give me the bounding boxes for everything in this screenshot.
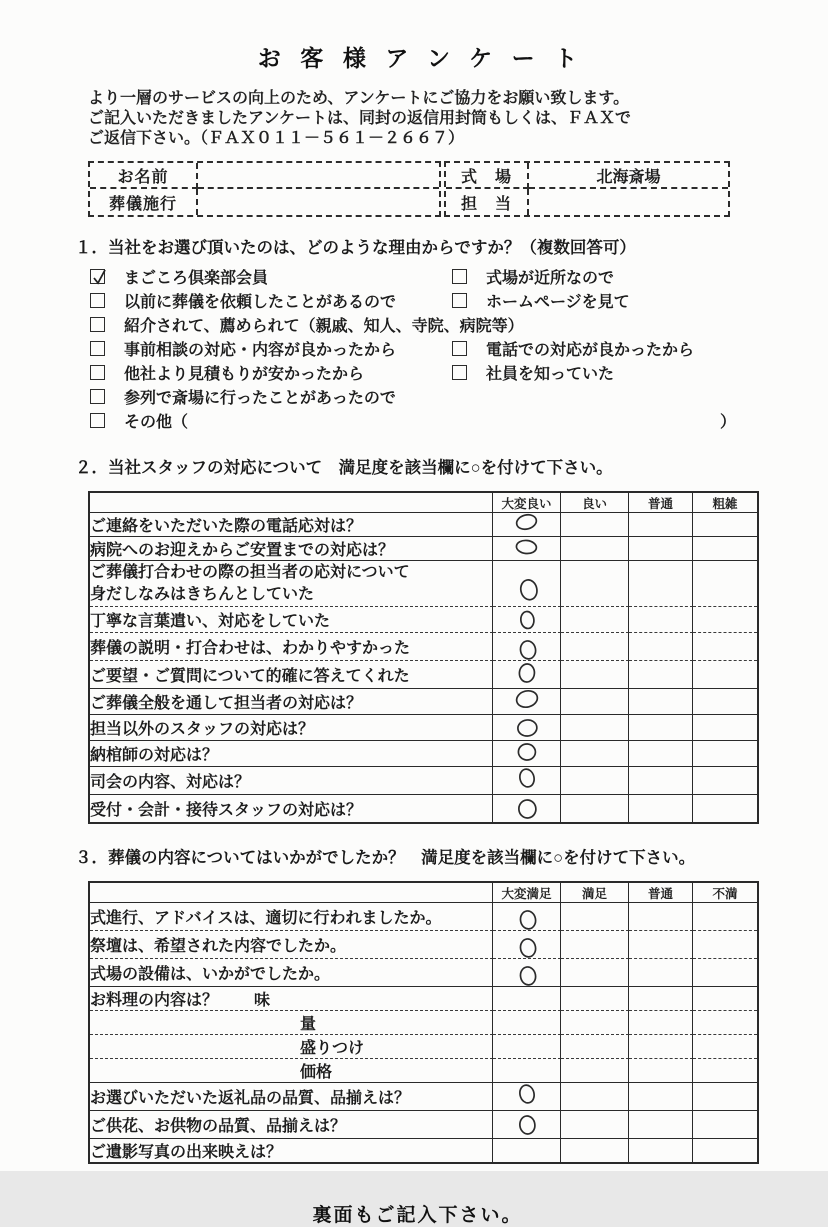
table-row bbox=[90, 741, 757, 767]
question-label: 式場の設備は、いかがでしたか。 bbox=[90, 959, 493, 987]
rating-cell[interactable] bbox=[493, 987, 561, 1011]
rating-cell[interactable] bbox=[693, 1083, 757, 1111]
checkbox-icon[interactable] bbox=[90, 341, 105, 356]
footer-note: 裏面もご記入下さい。 bbox=[312, 1205, 523, 1226]
rating-cell[interactable] bbox=[493, 513, 561, 537]
column-header: 良い bbox=[561, 493, 629, 513]
rating-cell[interactable] bbox=[561, 607, 629, 633]
rating-cell[interactable] bbox=[629, 1111, 693, 1139]
name-label: お名前 bbox=[90, 163, 198, 189]
table-header-row bbox=[90, 883, 757, 903]
option-saw-homepage[interactable]: ホームページを見て bbox=[452, 289, 630, 312]
option-magokoro-member[interactable]: まごころ倶楽部会員 bbox=[90, 265, 452, 288]
rating-circle-icon bbox=[517, 609, 537, 631]
food-question-label: お料理の内容は？ bbox=[90, 992, 219, 1009]
rating-circle-icon bbox=[515, 741, 539, 763]
option-row bbox=[90, 360, 760, 384]
rating-cell[interactable] bbox=[693, 1011, 757, 1035]
rating-cell[interactable] bbox=[561, 903, 629, 931]
venue-field: 北海斎場 bbox=[529, 163, 728, 189]
checkbox-icon[interactable] bbox=[90, 317, 105, 332]
rating-cell[interactable] bbox=[693, 633, 757, 661]
table-row bbox=[90, 607, 757, 633]
table-row bbox=[90, 795, 757, 822]
rating-circle-icon bbox=[511, 686, 541, 712]
rating-cell[interactable] bbox=[561, 1083, 629, 1111]
rating-cell[interactable] bbox=[629, 661, 693, 689]
name-field[interactable] bbox=[198, 163, 439, 189]
food-item-price: 価格 bbox=[300, 1064, 333, 1081]
rating-cell[interactable] bbox=[561, 513, 629, 537]
question1-options bbox=[90, 264, 760, 432]
column-header: 粗雑 bbox=[693, 493, 757, 513]
rating-cell[interactable] bbox=[493, 633, 561, 661]
empty-header-cell bbox=[90, 493, 493, 513]
question-label: 納棺師の対応は？ bbox=[90, 741, 493, 767]
rating-cell[interactable] bbox=[629, 795, 693, 822]
column-header: 大変良い bbox=[493, 493, 561, 513]
question-label: ご遺影写真の出来映えは？ bbox=[90, 1139, 493, 1162]
rating-cell[interactable] bbox=[693, 513, 757, 537]
respondent-info-box bbox=[88, 161, 760, 217]
rating-cell[interactable] bbox=[693, 715, 757, 741]
rating-cell[interactable] bbox=[561, 1035, 629, 1059]
column-header: 不満 bbox=[693, 883, 757, 903]
intro-line: ご返信下さい。（ＦＡＸ０１１－５６１－２６６７） bbox=[88, 130, 465, 147]
rating-cell[interactable] bbox=[561, 561, 629, 607]
rating-cell[interactable] bbox=[493, 661, 561, 689]
rating-cell[interactable] bbox=[561, 931, 629, 959]
table-row bbox=[90, 715, 757, 741]
rating-cell[interactable] bbox=[561, 795, 629, 822]
rating-cell[interactable] bbox=[561, 715, 629, 741]
option-attended-before[interactable]: 参列で斎場に行ったことがあったので bbox=[90, 385, 396, 408]
rating-cell[interactable] bbox=[693, 767, 757, 795]
table-row bbox=[90, 689, 757, 715]
table-header-row bbox=[90, 493, 757, 513]
staff-rating-table bbox=[88, 491, 759, 824]
question-label-line1: ご葬儀打合わせの際の担当者の応対について bbox=[90, 563, 410, 581]
rating-cell[interactable] bbox=[693, 741, 757, 767]
rating-cell[interactable] bbox=[493, 1139, 561, 1162]
table-row bbox=[90, 987, 757, 1011]
rating-cell[interactable] bbox=[561, 689, 629, 715]
rating-cell[interactable] bbox=[493, 903, 561, 931]
rating-cell[interactable] bbox=[493, 1111, 561, 1139]
option-prior-consultation[interactable]: 事前相談の対応・内容が良かったから bbox=[90, 337, 452, 360]
rating-cell[interactable] bbox=[693, 561, 757, 607]
question-label: ご葬儀全般を通して担当者の対応は？ bbox=[90, 689, 493, 715]
question-label: 担当以外のスタッフの対応は？ bbox=[90, 715, 493, 741]
checkbox-icon[interactable] bbox=[452, 365, 467, 380]
rating-circle-icon bbox=[515, 797, 540, 822]
column-header: 満足 bbox=[561, 883, 629, 903]
table-row bbox=[90, 1083, 757, 1111]
checkbox-icon[interactable] bbox=[90, 365, 105, 380]
rating-circle-icon bbox=[513, 537, 539, 557]
table-row bbox=[90, 1059, 757, 1083]
rating-cell[interactable] bbox=[561, 959, 629, 987]
question-label-line2: 身だしなみはきちんとしていた bbox=[90, 585, 315, 603]
table-row bbox=[90, 661, 757, 689]
question-label: 司会の内容、対応は？ bbox=[90, 767, 493, 795]
rating-cell[interactable] bbox=[561, 537, 629, 561]
page-title: お客様アンケート bbox=[257, 45, 597, 71]
staff-label: 担 当 bbox=[446, 189, 529, 215]
rating-cell[interactable] bbox=[561, 661, 629, 689]
rating-circle-icon bbox=[514, 717, 540, 740]
rating-cell[interactable] bbox=[493, 1083, 561, 1111]
rating-cell[interactable] bbox=[693, 689, 757, 715]
table-row bbox=[90, 1035, 757, 1059]
empty-header-cell bbox=[90, 883, 493, 903]
column-header: 普通 bbox=[629, 493, 693, 513]
table-row bbox=[90, 903, 757, 931]
option-row bbox=[90, 336, 760, 360]
rating-cell[interactable] bbox=[693, 959, 757, 987]
rating-cell[interactable] bbox=[493, 689, 561, 715]
rating-cell[interactable] bbox=[493, 607, 561, 633]
rating-cell[interactable] bbox=[561, 1111, 629, 1139]
other-close-paren: ） bbox=[719, 413, 736, 431]
column-header: 普通 bbox=[629, 883, 693, 903]
rating-cell[interactable] bbox=[629, 741, 693, 767]
rating-cell[interactable] bbox=[629, 561, 693, 607]
funeral-conductor-field[interactable] bbox=[198, 189, 439, 215]
check-mark-icon bbox=[89, 266, 111, 288]
rating-cell[interactable] bbox=[493, 561, 561, 607]
checkbox-icon[interactable] bbox=[452, 293, 467, 308]
option-row bbox=[90, 288, 760, 312]
table-row bbox=[90, 561, 757, 607]
rating-cell[interactable] bbox=[493, 767, 561, 795]
checkbox-checked[interactable] bbox=[90, 269, 105, 284]
rating-circle-icon bbox=[515, 765, 538, 791]
rating-cell[interactable] bbox=[561, 987, 629, 1011]
table-row bbox=[90, 1011, 757, 1035]
table-row bbox=[90, 513, 757, 537]
question-label bbox=[90, 1035, 493, 1059]
table-row bbox=[90, 633, 757, 661]
option-row bbox=[90, 264, 760, 288]
rating-cell[interactable] bbox=[693, 537, 757, 561]
rating-cell[interactable] bbox=[561, 741, 629, 767]
rating-cell[interactable] bbox=[629, 959, 693, 987]
rating-cell[interactable] bbox=[693, 1059, 757, 1083]
question3-heading: ３．葬儀の内容についてはいかがでしたか？ 満足度を該当欄に○を付けて下さい。 bbox=[75, 849, 696, 867]
table-row bbox=[90, 767, 757, 795]
name-box bbox=[88, 161, 441, 217]
food-item-quantity: 量 bbox=[300, 1016, 317, 1033]
rating-cell[interactable] bbox=[629, 1035, 693, 1059]
rating-cell[interactable] bbox=[629, 607, 693, 633]
rating-circle-icon bbox=[516, 637, 540, 662]
rating-cell[interactable] bbox=[693, 1111, 757, 1139]
rating-circle-icon bbox=[516, 1113, 539, 1137]
question-label bbox=[90, 1011, 493, 1035]
question-label: 葬儀の説明・打合わせは、わかりやすかった bbox=[90, 633, 493, 661]
rating-cell[interactable] bbox=[493, 931, 561, 959]
rating-cell[interactable] bbox=[493, 715, 561, 741]
question-label: 病院へのお迎えからご安置までの対応は？ bbox=[90, 537, 493, 561]
rating-cell[interactable] bbox=[693, 987, 757, 1011]
checkbox-icon[interactable] bbox=[452, 269, 467, 284]
option-row bbox=[90, 312, 760, 336]
table-row bbox=[90, 931, 757, 959]
rating-cell[interactable] bbox=[493, 537, 561, 561]
food-item-taste: 味 bbox=[254, 992, 271, 1009]
rating-cell[interactable] bbox=[629, 1059, 693, 1083]
question-label: お選びいただいた返礼品の品質、品揃えは？ bbox=[90, 1083, 493, 1111]
rating-circle-icon bbox=[516, 935, 540, 960]
question-label: ご連絡をいただいた際の電話応対は？ bbox=[90, 513, 493, 537]
intro-line: より一層のサービスの向上のため、アンケートにご協力をお願い致します。 bbox=[88, 90, 630, 107]
checkbox-icon[interactable] bbox=[90, 413, 105, 428]
rating-cell[interactable] bbox=[629, 715, 693, 741]
rating-cell[interactable] bbox=[493, 1059, 561, 1083]
rating-cell[interactable] bbox=[629, 987, 693, 1011]
rating-circle-icon bbox=[515, 661, 537, 685]
option-row bbox=[90, 384, 760, 408]
rating-cell[interactable] bbox=[561, 1011, 629, 1035]
rating-cell[interactable] bbox=[493, 741, 561, 767]
question-label: ご要望・ご質問について的確に答えてくれた bbox=[90, 661, 493, 689]
option-other[interactable]: その他（ ） bbox=[90, 409, 760, 432]
rating-cell[interactable] bbox=[561, 633, 629, 661]
funeral-conductor-label: 葬儀施行 bbox=[90, 189, 198, 215]
table-row bbox=[90, 1139, 757, 1162]
rating-cell[interactable] bbox=[629, 903, 693, 931]
rating-cell[interactable] bbox=[693, 607, 757, 633]
column-header: 大変満足 bbox=[493, 883, 561, 903]
rating-cell[interactable] bbox=[693, 661, 757, 689]
rating-cell[interactable] bbox=[629, 513, 693, 537]
table-row bbox=[90, 537, 757, 561]
food-item-presentation: 盛りつけ bbox=[300, 1040, 365, 1057]
intro-line: ご記入いただきましたアンケートは、同封の返信用封筒もしくは、ＦＡＸで bbox=[88, 110, 632, 127]
rating-cell[interactable] bbox=[493, 1035, 561, 1059]
question1-heading: １．当社をお選び頂いたのは、どのような理由からですか？（複数回答可） bbox=[75, 239, 636, 257]
option-venue-nearby[interactable]: 式場が近所なので bbox=[452, 265, 614, 288]
rating-cell[interactable] bbox=[629, 1083, 693, 1111]
rating-circle-icon bbox=[515, 1081, 538, 1107]
option-recommended[interactable]: 紹介されて、薦められて（親戚、知人、寺院、病院等） bbox=[90, 313, 524, 336]
funeral-content-rating-table bbox=[88, 881, 759, 1164]
option-phone-response[interactable]: 電話での対応が良かったから bbox=[452, 337, 694, 360]
question-label bbox=[90, 561, 493, 607]
checkbox-icon[interactable] bbox=[90, 389, 105, 404]
question-label: 祭壇は、希望された内容でしたか。 bbox=[90, 931, 493, 959]
question-label: ご供花、お供物の品質、品揃えは？ bbox=[90, 1111, 493, 1139]
intro-text bbox=[88, 89, 760, 149]
option-used-before[interactable]: 以前に葬儀を依頼したことがあるので bbox=[90, 289, 452, 312]
rating-cell[interactable] bbox=[629, 931, 693, 959]
rating-cell[interactable] bbox=[629, 537, 693, 561]
question-label: 受付・会計・接待スタッフの対応は？ bbox=[90, 795, 493, 822]
rating-cell[interactable] bbox=[629, 1011, 693, 1035]
checkbox-icon[interactable] bbox=[452, 341, 467, 356]
rating-cell[interactable] bbox=[561, 1059, 629, 1083]
question-label: 丁寧な言葉遣い、対応をしていた bbox=[90, 607, 493, 633]
option-row bbox=[90, 408, 760, 432]
rating-cell[interactable] bbox=[693, 1139, 757, 1162]
question-label bbox=[90, 1059, 493, 1083]
table-row bbox=[90, 959, 757, 987]
question-label: 式進行、アドバイスは、適切に行われましたか。 bbox=[90, 903, 493, 931]
rating-cell[interactable] bbox=[693, 931, 757, 959]
rating-cell[interactable] bbox=[693, 1035, 757, 1059]
rating-cell[interactable] bbox=[561, 767, 629, 795]
rating-cell[interactable] bbox=[493, 959, 561, 987]
rating-cell[interactable] bbox=[629, 1139, 693, 1162]
checkbox-icon[interactable] bbox=[90, 293, 105, 308]
question-label bbox=[90, 987, 493, 1011]
rating-cell[interactable] bbox=[693, 795, 757, 822]
rating-cell[interactable] bbox=[629, 767, 693, 795]
table-row bbox=[90, 1111, 757, 1139]
option-knew-employee[interactable]: 社員を知っていた bbox=[452, 361, 614, 384]
venue-box bbox=[444, 161, 730, 217]
rating-circle-icon bbox=[516, 907, 540, 932]
staff-field[interactable] bbox=[529, 189, 728, 215]
option-cheaper-estimate[interactable]: 他社より見積もりが安かったから bbox=[90, 361, 452, 384]
rating-cell[interactable] bbox=[493, 795, 561, 822]
question2-heading: ２．当社スタッフの対応について 満足度を該当欄に○を付けて下さい。 bbox=[75, 459, 613, 477]
rating-cell[interactable] bbox=[693, 903, 757, 931]
rating-circle-icon bbox=[516, 963, 540, 988]
rating-cell[interactable] bbox=[493, 1011, 561, 1035]
rating-circle-icon bbox=[512, 510, 541, 534]
rating-circle-icon bbox=[515, 576, 542, 604]
rating-cell[interactable] bbox=[629, 633, 693, 661]
rating-cell[interactable] bbox=[629, 689, 693, 715]
venue-label: 式 場 bbox=[446, 163, 529, 189]
rating-cell[interactable] bbox=[561, 1139, 629, 1162]
